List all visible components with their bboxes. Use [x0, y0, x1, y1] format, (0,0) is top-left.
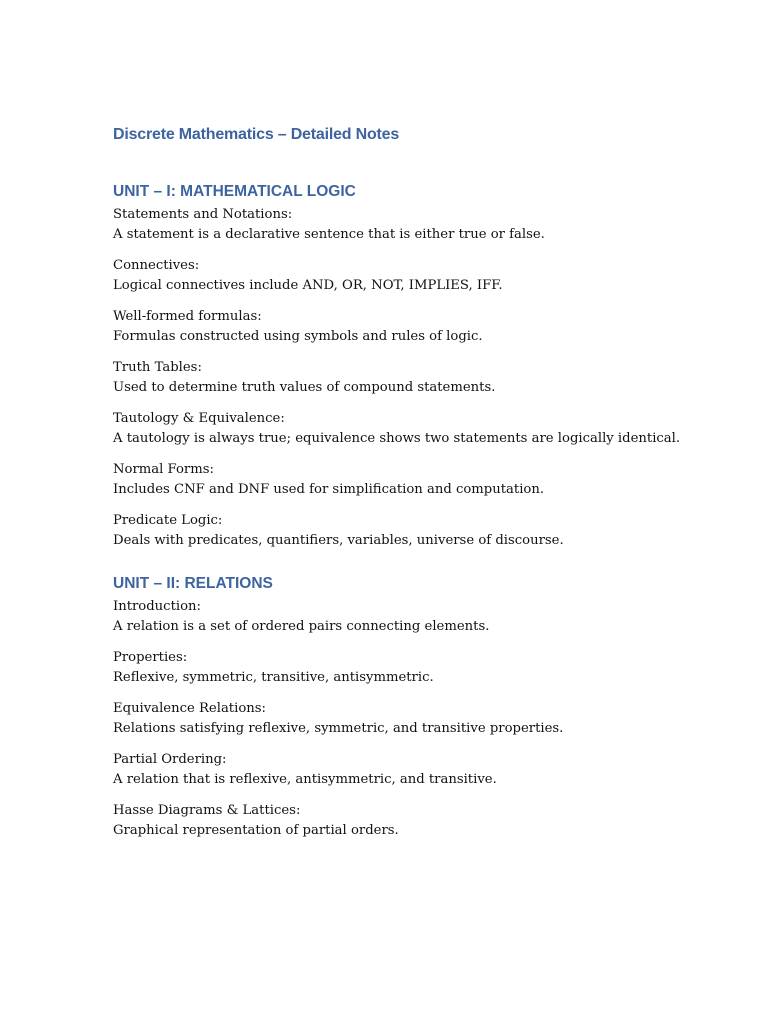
entry-label: Normal Forms:	[113, 462, 214, 477]
entry-text: Deals with predicates, quantifiers, variables, universe of discourse.	[113, 532, 564, 548]
entry-predicate-logic	[113, 511, 723, 550]
entry-text: A statement is a declarative sentence that is either true or false.	[113, 226, 545, 242]
entry-text: A relation that is reflexive, antisymmetric, and transitive.	[113, 771, 497, 787]
entry-well-formed-formulas	[113, 307, 723, 346]
unit-1-section	[113, 181, 723, 550]
entry-text: Used to determine truth values of compound statements.	[113, 379, 496, 395]
entry-label: Properties:	[113, 650, 188, 665]
entry-text: Reflexive, symmetric, transitive, antisymmetric.	[113, 669, 434, 685]
document-title: Discrete Mathematics – Detailed Notes	[113, 126, 400, 143]
entry-label: Introduction:	[113, 599, 201, 614]
entry-properties	[113, 648, 723, 687]
entry-text: A tautology is always true; equivalence shows two statements are logically identical.	[113, 430, 681, 446]
entry-text: A relation is a set of ordered pairs connecting elements.	[113, 618, 490, 634]
entry-statements	[113, 205, 723, 244]
entry-label: Equivalence Relations:	[113, 701, 266, 716]
entry-text: Relations satisfying reflexive, symmetric, and transitive properties.	[113, 720, 564, 736]
entry-text: Logical connectives include AND, OR, NOT, IMPLIES, IFF.	[113, 277, 503, 293]
entry-label: Connectives:	[113, 258, 200, 273]
entry-introduction	[113, 597, 723, 636]
entry-label: Tautology & Equivalence:	[113, 411, 285, 426]
entry-normal-forms	[113, 460, 723, 499]
entry-label: Partial Ordering:	[113, 752, 227, 767]
entry-label: Statements and Notations:	[113, 207, 293, 222]
entry-label: Predicate Logic:	[113, 513, 223, 528]
entry-partial-ordering	[113, 750, 723, 789]
entry-connectives	[113, 256, 723, 295]
unit-2-section	[113, 573, 723, 840]
entry-label: Well-formed formulas:	[113, 309, 262, 324]
document-page	[113, 122, 723, 852]
unit-1-heading: UNIT – I: MATHEMATICAL LOGIC	[113, 183, 356, 200]
entry-truth-tables	[113, 358, 723, 397]
entry-hasse-diagrams	[113, 801, 723, 840]
entry-text: Formulas constructed using symbols and rules of logic.	[113, 328, 483, 344]
entry-label: Hasse Diagrams & Lattices:	[113, 803, 301, 818]
entry-tautology	[113, 409, 723, 448]
entry-text: Graphical representation of partial orders.	[113, 822, 399, 838]
entry-text: Includes CNF and DNF used for simplification and computation.	[113, 481, 545, 497]
entry-label: Truth Tables:	[113, 360, 202, 375]
unit-2-heading: UNIT – II: RELATIONS	[113, 575, 273, 592]
entry-equivalence-relations	[113, 699, 723, 738]
